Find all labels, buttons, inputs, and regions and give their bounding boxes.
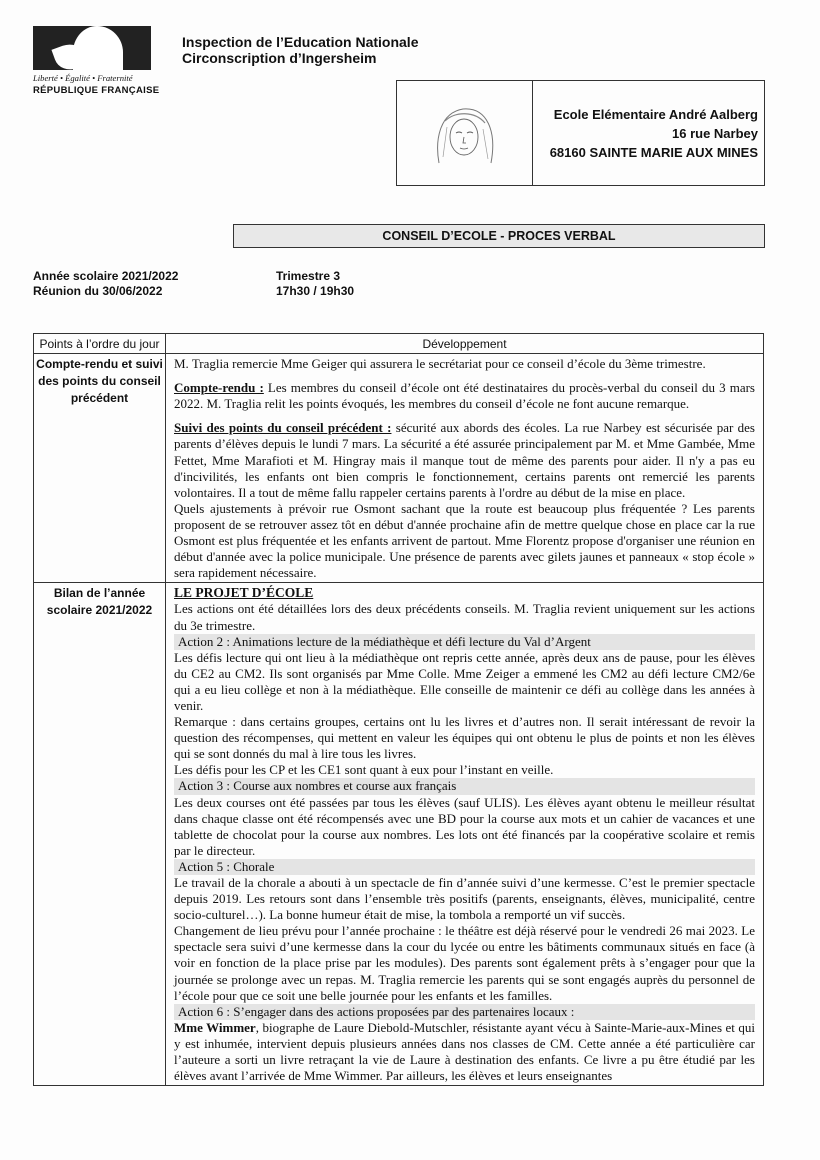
meta-left [33, 269, 178, 299]
republique-logo [33, 26, 159, 126]
inspection-line1: Inspection de l’Education Nationale [182, 34, 419, 50]
school-year: Année scolaire 2021/2022 [33, 269, 179, 283]
row-content-compte-rendu [166, 354, 764, 583]
col-header-development: Développement [166, 334, 764, 354]
minutes-table [33, 333, 764, 1086]
action2-title: Action 2 : Animations lecture de la médiathèque et défi lecture du Val d’Argent [174, 634, 755, 650]
school-city: 68160 SAINTE MARIE AUX MINES [549, 145, 758, 160]
logo-republic: RÉPUBLIQUE FRANÇAISE [33, 85, 160, 96]
osmont-paragraph: Quels ajustements à prévoir rue Osmont sachant que la route est beaucoup plus fréquentée ? Les parents proposent de se retrouver assez tôt en début d'année prochaine afin de mettre quelque chose en place car la rue Osmont est plus fréquentée et les enfants arrivent de partout. Mme Florentz propose d'organiser une réunion en début d'année avec la police municipale. Une présence de parents avec gilets jaunes et panneaux « stop école » sera rapidement nécessaire. [174, 500, 755, 581]
school-address [550, 105, 758, 162]
school-name: Ecole Elémentaire André Aalberg [553, 107, 758, 122]
action3-title: Action 3 : Course aux nombres et course aux français [174, 778, 755, 794]
action6-title: Action 6 : S’engager dans des actions proposées par des partenaires locaux : [174, 1004, 755, 1020]
action5-paragraph-2: Changement de lieu prévu pour l’année prochaine : le théâtre est déjà réservé pour le vendredi 26 mai 2023. Le spectacle sera suivi d’une kermesse dans la cour du lycée ou entre les bâtiments communaux situés en face (à voir en fonction de la place prise par les modules). Des parents sont également prêts à s’engager pour que la journée se prolonge avec un repas. M. Traglia remercie les parents qui se sont engagés auprès du personnel de l’école pour que ce soit une belle journée pour les enfants et les familles. [174, 923, 755, 1003]
suivi-heading: Suivi des points du conseil précédent : [174, 420, 392, 436]
compte-rendu-text: Les membres du conseil d’école ont été destinataires du procès-verbal du conseil du 3 mars 2022. M. Traglia relit les points évoqués, les membres du conseil d’école ne font aucune remarque. [174, 380, 755, 412]
table-header-row [34, 334, 764, 354]
row-label-bilan: Bilan de l’année scolaire 2021/2022 [34, 583, 166, 1086]
compte-rendu-heading: Compte-rendu : [174, 380, 264, 396]
action5-title: Action 5 : Chorale [174, 859, 755, 875]
school-box [396, 80, 765, 186]
action6-paragraph-1 [174, 1020, 755, 1084]
marianne-emblem [33, 26, 151, 70]
portrait-sketch [425, 101, 503, 171]
table-row [34, 583, 764, 1086]
project-heading: LE PROJET D’ÉCOLE [174, 585, 314, 601]
action6-text: , biographe de Laure Diebold-Mutschler, résistante ayant vécu à Sainte-Marie-aux-Mines et qui y est inhumée, intervient depuis plusieurs années dans nos classes de CM. Cette année a été particulière car l’auteure a sorti un livre retraçant la vie de Laure à destination des enfants. Ce livre a pu être étudié par les élèves avant l’arrivée de Mme Wimmer. Par ailleurs, les élèves et leurs enseignantes [174, 1019, 755, 1084]
intro-paragraph: M. Traglia remercie Mme Geiger qui assurera le secrétariat pour ce conseil d’école du 3ème trimestre. [174, 356, 706, 372]
action5-paragraph-1: Le travail de la chorale a abouti à un spectacle de fin d’année suivi d’une kermesse. C’est le premier spectacle depuis 2019. Les retours sont dans l’ensemble très positifs (parents, enseignants, élèves, municipalité, centre socio-culturel…). La bonne humeur était de mise, la tombola a remporté un vif succès. [174, 875, 755, 923]
row-content-bilan [166, 583, 764, 1086]
action3-paragraph-1: Les deux courses ont été passées par tous les élèves (sauf ULIS). Les élèves ayant obtenu le meilleur résultat dans chaque classe ont été récompensés avec une BD pour la course aux mots et un cahier de vacances et une tablette de chocolat pour la course aux nombres. Les lots ont été financés par la coopérative scolaire et remis par le directeur. [174, 794, 755, 858]
school-street: 16 rue Narbey [672, 126, 758, 141]
action2-paragraph-2: Remarque : dans certains groupes, certains ont lu les livres et d’autres non. Il serait intéressant de revoir la question des récompenses, qui mettent en valeur les équipes qui ont obtenu le plus de points et non les élèves qui se sont donnés du mal à lire tous les livres. [174, 714, 755, 762]
col-header-points: Points à l’ordre du jour [34, 334, 166, 354]
action2-paragraph-1: Les défis lecture qui ont lieu à la médiathèque ont repris cette année, après deux ans de pause, pour les élèves du CE2 au CM2. Ils sont organisés par Mme Colle. Mme Zeiger a emmené les CM2 au défi lecture CM2/6e qui a eu lieu collège et non à la médiathèque. Elle conseille de maintenir ce défi au collège dans les années à venir. [174, 649, 755, 713]
inspection-line2: Circonscription d’Ingersheim [182, 50, 377, 66]
action6-name: Mme Wimmer [174, 1019, 256, 1035]
logo-motto: Liberté • Égalité • Fraternité [33, 73, 133, 83]
action2-paragraph-3: Les défis pour les CP et les CE1 sont quant à eux pour l’instant en veille. [174, 762, 554, 778]
meta-right [276, 269, 354, 299]
meeting-time: 17h30 / 19h30 [276, 284, 355, 298]
suivi-paragraph [174, 420, 755, 500]
compte-rendu-paragraph [174, 380, 755, 412]
term: Trimestre 3 [276, 269, 341, 283]
inspection-header [182, 34, 418, 66]
row-label-compte-rendu: Compte-rendu et suivi des points du conseil précédent [34, 354, 166, 583]
project-intro: Les actions ont été détaillées lors des deux précédents conseils. M. Traglia revient uniquement sur les actions du 3e trimestre. [174, 601, 755, 633]
table-row [34, 354, 764, 583]
suivi-text: sécurité aux abords des écoles. La rue Narbey est sécurisée par des parents d’élèves depuis le lundi 7 mars. La sécurité a été assurée principalement par M. et Mme Gambée, Mme Fettet, Mme Marafioti et M. Hingray mais il manque tout de même des parents pour aider. Il n'y a pas eu d'incivilités, les enfants ont bien compris le fonctionnement, certains parents ont remercié les parents volontaires. Il a tout de même fallu rappeler certains parents à l'ordre au début de la mise en place. [174, 420, 755, 500]
meeting-date: Réunion du 30/06/2022 [33, 284, 163, 298]
document-title: CONSEIL D’ECOLE - PROCES VERBAL [233, 224, 765, 248]
